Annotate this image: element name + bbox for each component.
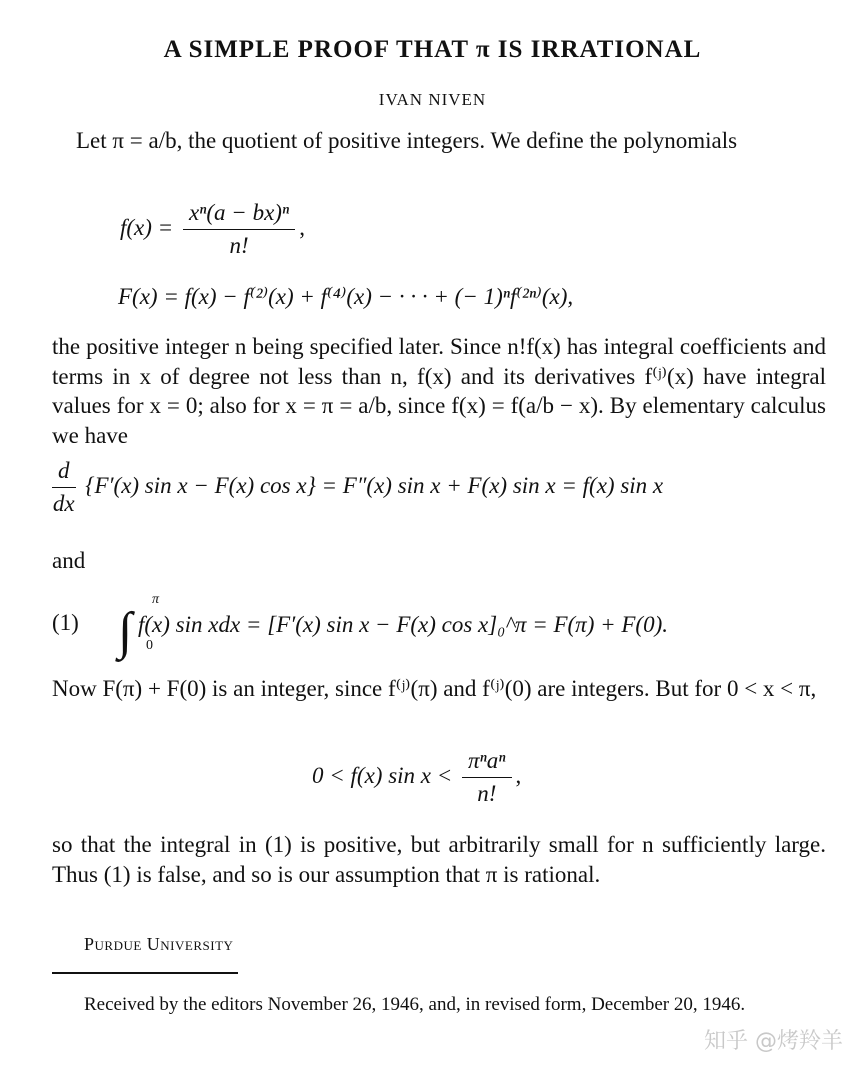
- equation-f-lhs: f(x) =: [120, 214, 174, 240]
- equation-f: f(x) = $\frac{\text{xⁿ(a − bx)ⁿ}}{n!}$ ,: [120, 200, 305, 258]
- university-affiliation: Purdue University: [84, 934, 234, 954]
- equation-derivative: [52, 458, 663, 517]
- and-text: and: [52, 548, 86, 573]
- integral-sign: ∫: [118, 603, 133, 660]
- equation-f-numerator: xⁿ(a − bx)ⁿ: [183, 200, 295, 230]
- derivative-numerator: d: [52, 458, 76, 488]
- watermark: 知乎 @烤羚羊: [704, 1029, 843, 1054]
- integral-lower-limit: 0: [146, 638, 153, 653]
- footnote-rule: [52, 972, 238, 974]
- paragraph-integer: Now F(π) + F(0) is an integer, since f⁽ʲ⁾(π) and f⁽ʲ⁾(0) are integers. But for 0 < x < π,: [52, 676, 817, 701]
- integral-upper-limit: π: [152, 592, 160, 607]
- paragraph-intro: Let π = a/b, the quotient of positive integers. We define the polynomials: [76, 128, 738, 153]
- inequality-denominator: n!: [477, 781, 497, 806]
- derivative-operator: [52, 458, 76, 517]
- equation-1-label: (1): [52, 610, 79, 635]
- equation-f-denominator: n!: [229, 233, 249, 258]
- footnote-received: Received by the editors November 26, 1946, and, in revised form, December 20, 1946.: [84, 994, 746, 1015]
- equation-1-body: f(x) sin xdx = [F′(x) sin x − F(x) cos x]₀^π = F(π) + F(0).: [138, 612, 668, 637]
- inequality-numerator: πⁿaⁿ: [462, 748, 512, 778]
- inequality-tail: ,: [515, 762, 522, 788]
- paragraph-conclusion: so that the integral in (1) is positive, but arbitrarily small for n sufficiently large. Thus (1) is false, and so is our assumption that π is rational.: [52, 832, 826, 887]
- equation-1: [118, 592, 668, 660]
- derivative-rhs: {F′(x) sin x − F(x) cos x} = F″(x) sin x + F(x) sin x = f(x) sin x: [85, 472, 664, 498]
- equation-F: F(x) = f(x) − f⁽²⁾(x) + f⁽⁴⁾(x) − · · · + (− 1)ⁿf⁽²ⁿ⁾(x),: [118, 284, 574, 309]
- equation-f-fraction: [183, 200, 295, 259]
- paragraph-definitions: the positive integer n being specified later. Since n!f(x) has integral coefficients and terms in x of degree not less than n, f(x) and its derivatives f⁽ʲ⁾(x) have integral values for x = 0; also for x = π = a/b, since f(x) = f(a/b − x). By elementary calculus we have: [52, 334, 826, 448]
- paper-title: A SIMPLE PROOF THAT π IS IRRATIONAL: [163, 36, 702, 63]
- author-name: IVAN NIVEN: [378, 90, 487, 109]
- inequality-fraction: [462, 748, 512, 807]
- inequality-lhs: 0 < f(x) sin x <: [312, 762, 453, 788]
- inequality: [312, 748, 521, 807]
- derivative-denominator: dx: [52, 491, 75, 516]
